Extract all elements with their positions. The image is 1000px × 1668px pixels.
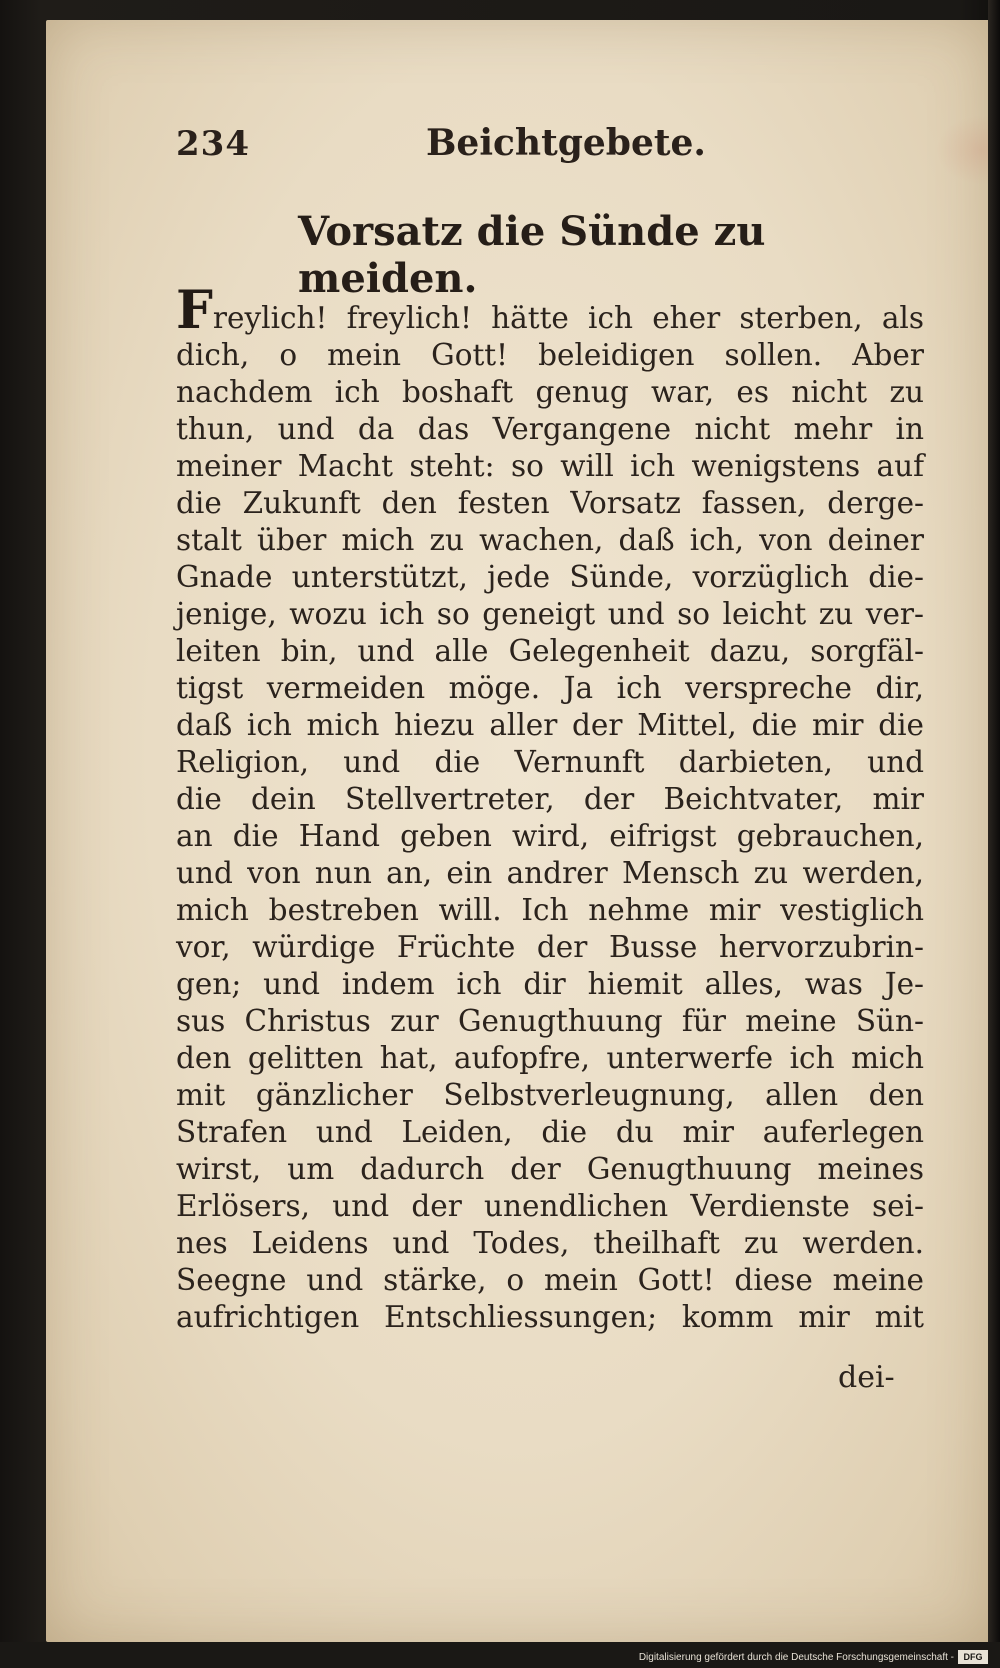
- dfg-logo: DFG: [958, 1650, 988, 1664]
- text-line: wirst, um dadurch der Genugthuung meines: [176, 1152, 924, 1186]
- text-line: die dein Stellvertreter, der Beichtvater, mir: [176, 782, 924, 816]
- text-line-content: reylich! freylich! hätte ich eher sterben, als: [212, 301, 924, 335]
- text-line: Strafen und Leiden, die du mir auferlegen: [176, 1115, 924, 1149]
- text-line: nachdem ich boshaft genug war, es nicht zu: [176, 375, 924, 409]
- text-line: jenige, wozu ich so geneigt und so leicht zu ver-: [176, 597, 924, 631]
- text-line: gen; und indem ich dir hiemit alles, was Je-: [176, 967, 924, 1001]
- digitization-credit: Digitalisierung gefördert durch die Deutsche Forschungsgemeinschaft -: [638, 1652, 954, 1663]
- page-header: [176, 118, 936, 178]
- text-line: aufrichtigen Entschliessungen; komm mir mit: [176, 1300, 924, 1334]
- text-line: leiten bin, und alle Gelegenheit dazu, sorgfäl-: [176, 634, 924, 668]
- text-line: dich, o mein Gott! beleidigen sollen. Aber: [176, 338, 924, 372]
- text-line: Erlösers, und der unendlichen Verdienste sei-: [176, 1189, 924, 1223]
- initial-letter: F: [176, 280, 213, 341]
- text-line: meiner Macht steht: so will ich wenigstens auf: [176, 449, 924, 483]
- text-line: [176, 280, 924, 341]
- running-head: Beichtgebete.: [426, 122, 706, 164]
- binding-edge: [988, 0, 1000, 1668]
- text-line: Religion, und die Vernunft darbieten, und: [176, 745, 924, 779]
- text-line: den gelitten hat, aufopfre, unterwerfe ich mich: [176, 1041, 924, 1075]
- text-line: thun, und da das Vergangene nicht mehr in: [176, 412, 924, 446]
- text-line: und von nun an, ein andrer Mensch zu werden,: [176, 856, 924, 890]
- text-line: sus Christus zur Genugthuung für meine Sün-: [176, 1004, 924, 1038]
- text-line: die Zukunft den festen Vorsatz fassen, derge-: [176, 486, 924, 520]
- text-line: daß ich mich hiezu aller der Mittel, die mir die: [176, 708, 924, 742]
- text-line: stalt über mich zu wachen, daß ich, von deiner: [176, 523, 924, 557]
- text-line: vor, würdige Früchte der Busse hervorzubrin-: [176, 930, 924, 964]
- text-line: mit gänzlicher Selbstverleugnung, allen den: [176, 1078, 924, 1112]
- text-line: Seegne und stärke, o mein Gott! diese meine: [176, 1263, 924, 1297]
- section-title: Vorsatz die Sünde zu meiden.: [298, 208, 766, 302]
- text-line: nes Leidens und Todes, theilhaft zu werden.: [176, 1226, 924, 1260]
- body-text: [176, 280, 924, 1336]
- text-line: Gnade unterstützt, jede Sünde, vorzüglich die-: [176, 560, 924, 594]
- text-line: mich bestreben will. Ich nehme mir vestiglich: [176, 893, 924, 927]
- text-line: tigst vermeiden möge. Ja ich verspreche dir,: [176, 671, 924, 705]
- catchword: dei-: [838, 1360, 895, 1395]
- text-line: an die Hand geben wird, eifrigst gebrauchen,: [176, 819, 924, 853]
- page-number: 234: [176, 124, 250, 164]
